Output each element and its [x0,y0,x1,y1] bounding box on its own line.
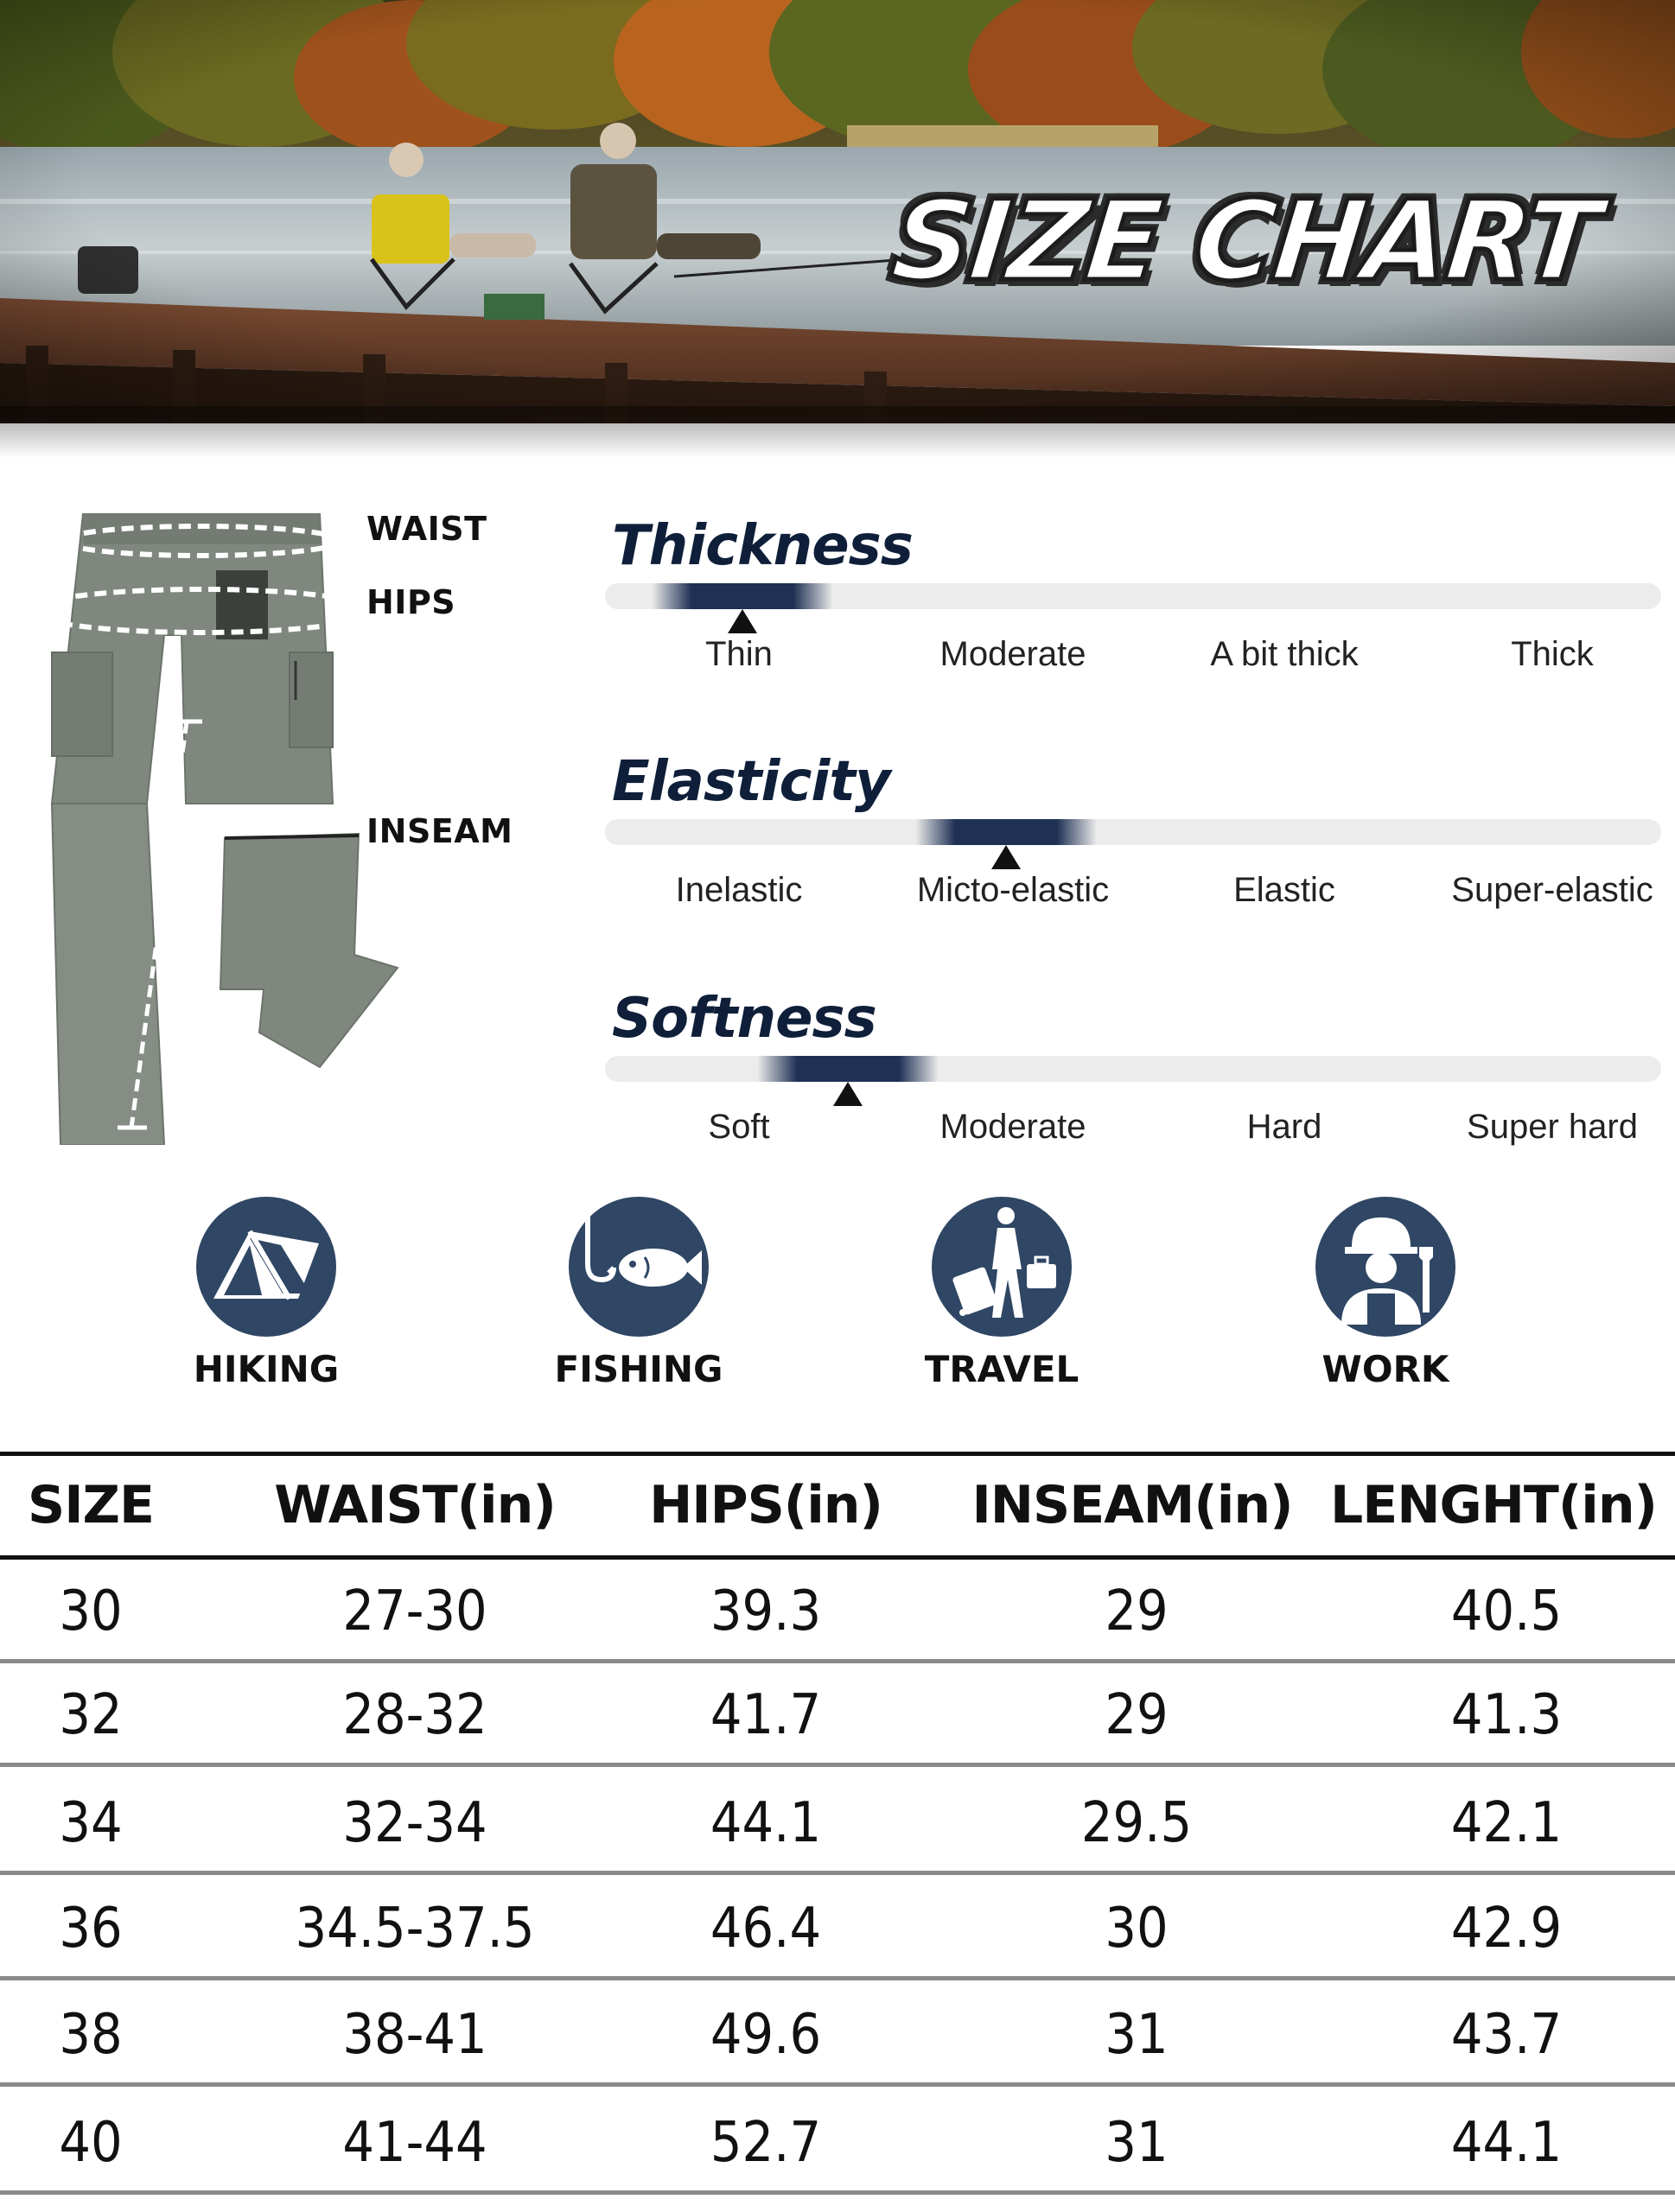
cell-inseam: 29 [1105,1580,1169,1643]
activity-travel [863,1197,1139,1404]
cell-hips: 39.3 [710,1580,822,1643]
cell-length: 43.7 [1450,2003,1563,2067]
thickness-option: Thin [705,635,773,673]
softness-title: Softness [612,987,876,1051]
elasticity-scale [605,750,1661,975]
thickness-option: Thick [1511,635,1594,673]
header-inseam: INSEAM(in) [971,1475,1293,1535]
elasticity-marker [991,845,1021,869]
waist-label: WAIST [366,510,487,548]
cell-length: 41.3 [1450,1683,1563,1747]
cell-length: 42.9 [1450,1897,1563,1961]
softness-option: Hard [1246,1108,1322,1146]
cell-hips: 44.1 [710,1791,822,1855]
table-row [0,1983,1675,2087]
row-divider [0,2190,1675,2195]
table-row [0,1877,1675,1980]
row-divider [0,1871,1675,1875]
elasticity-indicator [915,819,1097,845]
cell-size: 36 [59,1897,123,1961]
tent-icon [196,1197,336,1337]
cell-inseam: 29 [1105,1683,1169,1747]
cell-waist: 41-44 [342,2111,487,2175]
traveler-luggage-icon [932,1197,1072,1337]
activity-label: TRAVEL [924,1348,1080,1390]
table-row [0,2091,1675,2195]
softness-marker [833,1082,863,1106]
cell-waist: 28-32 [342,1683,487,1747]
softness-option: Moderate [939,1108,1086,1146]
table-header-row [0,1456,1675,1555]
elasticity-option: Elastic [1233,871,1335,909]
activity-fishing [500,1197,776,1404]
inseam-label: INSEAM [366,812,513,850]
softness-scale [605,987,1661,1211]
softness-option: Super hard [1467,1108,1638,1146]
thickness-indicator [652,583,833,609]
cell-waist: 34.5-37.5 [295,1897,535,1961]
cell-inseam: 31 [1105,2003,1169,2067]
fish-hook-icon [569,1197,709,1337]
thickness-marker [728,609,757,633]
cell-size: 40 [59,2111,123,2175]
cell-hips: 46.4 [710,1897,822,1961]
cell-waist: 32-34 [342,1791,487,1855]
elasticity-title: Elasticity [612,750,890,814]
cell-hips: 41.7 [710,1683,822,1747]
cell-length: 44.1 [1450,2111,1563,2175]
hips-label: HIPS [366,583,456,621]
hero-shadow [0,406,1675,458]
table-row [0,1771,1675,1875]
elasticity-option: Super-elastic [1451,871,1653,909]
activity-work [1246,1197,1523,1404]
table-row [0,1663,1675,1767]
page-title: SIZE CHART [886,177,1604,306]
header-hips: HIPS(in) [649,1475,882,1535]
header-size: SIZE [27,1475,155,1535]
header-length: LENGHT(in) [1330,1475,1657,1535]
cell-size: 34 [59,1791,123,1855]
table-row [0,1560,1675,1663]
row-divider [0,1976,1675,1980]
cell-inseam: 31 [1105,2111,1169,2175]
elasticity-option: Micto-elastic [916,871,1110,909]
activity-label: WORK [1322,1348,1449,1390]
header-waist: WAIST(in) [274,1475,556,1535]
cell-inseam: 29.5 [1080,1791,1193,1855]
softness-option: Soft [708,1108,770,1146]
thickness-option: A bit thick [1210,635,1359,673]
elasticity-option: Inelastic [675,871,803,909]
activity-label: FISHING [554,1348,723,1390]
cell-waist: 38-41 [342,2003,487,2067]
elasticity-track [605,819,1661,845]
cell-length: 40.5 [1450,1580,1563,1643]
cell-hips: 49.6 [710,2003,822,2067]
thickness-title: Thickness [612,514,913,578]
cell-waist: 27-30 [342,1580,487,1643]
softness-indicator [757,1056,939,1082]
cell-hips: 52.7 [710,2111,822,2175]
cell-size: 32 [59,1683,123,1747]
row-divider [0,2082,1675,2087]
thickness-option: Moderate [939,635,1086,673]
cell-size: 38 [59,2003,123,2067]
worker-wrench-icon [1315,1197,1455,1337]
activity-label: HIKING [193,1348,340,1390]
cell-inseam: 30 [1105,1897,1169,1961]
size-table [0,1452,1675,2212]
hero-banner [0,0,1675,423]
pants-diagram [35,505,513,1145]
cell-length: 42.1 [1450,1791,1563,1855]
thickness-scale [605,514,1661,739]
row-divider [0,1763,1675,1767]
activity-hiking [127,1197,404,1404]
cell-size: 30 [59,1580,123,1643]
